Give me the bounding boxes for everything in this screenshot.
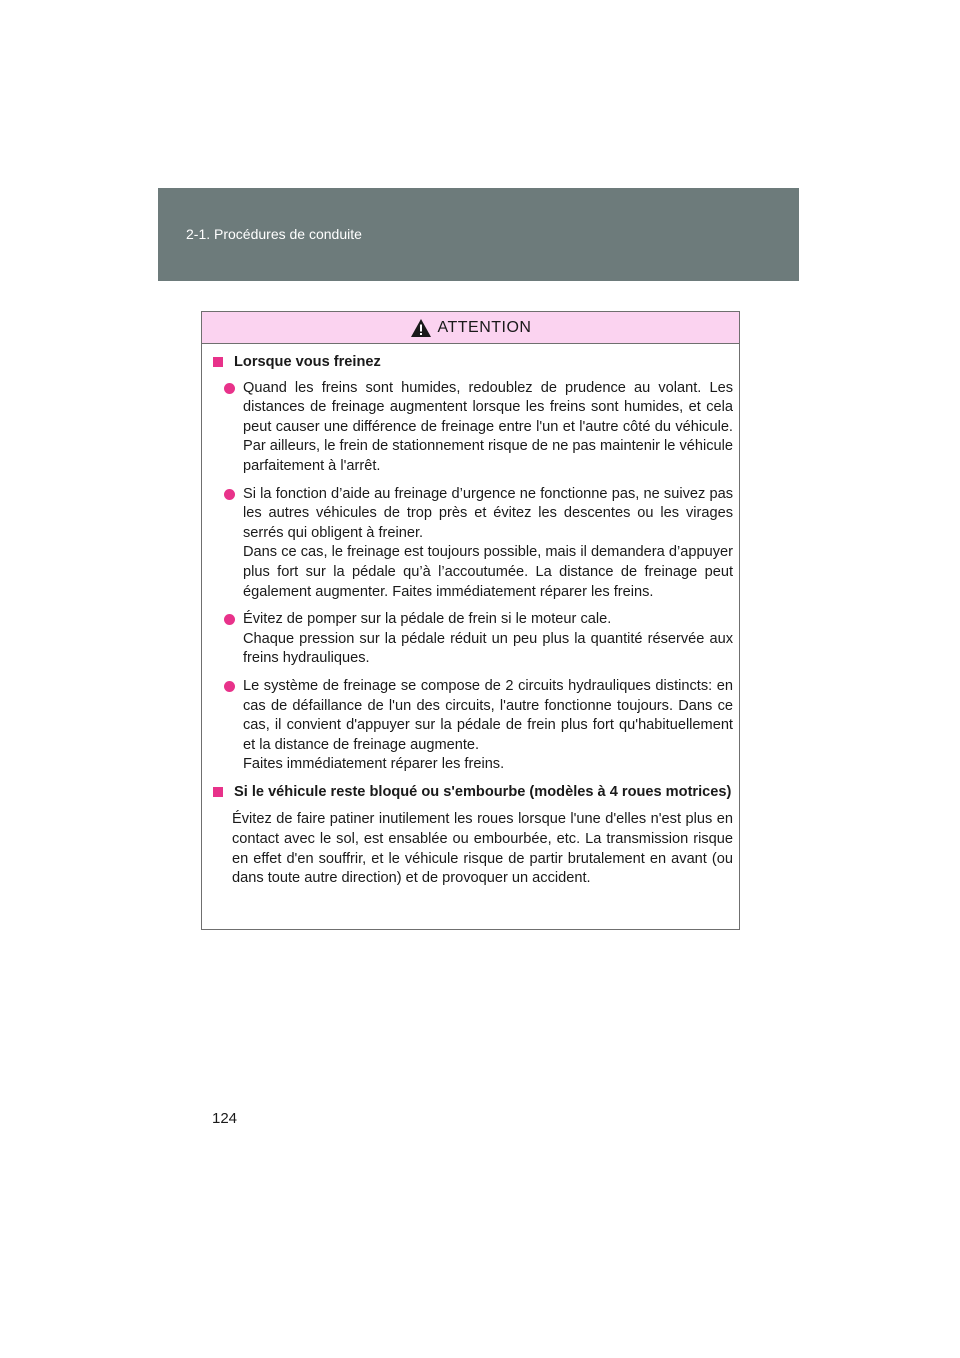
warning-triangle-icon bbox=[410, 318, 432, 338]
round-bullet-icon bbox=[224, 614, 235, 625]
topic-heading bbox=[213, 783, 733, 803]
topic-heading-text: Si le véhicule reste bloqué ou s'embourbe (modèles à 4 roues motrices) bbox=[234, 783, 732, 800]
list-item bbox=[213, 677, 733, 775]
page-number: 124 bbox=[212, 1110, 238, 1127]
item-text: Évitez de pomper sur la pédale de frein si le moteur cale. bbox=[243, 611, 612, 628]
topic-heading-text: Lorsque vous freinez bbox=[234, 354, 381, 370]
item-text: Quand les freins sont humides, redoublez de prudence au volant. Les distances de freinage augmentent lorsque les freins sont humides, et cela peut causer une différence de freinage entre l'un et l'autre côté du véhicule. Par ailleurs, le frein de stationnement risque de ne pas maintenir le véhicule parfaitement à l'arrêt. bbox=[243, 379, 733, 474]
round-bullet-icon bbox=[224, 383, 235, 394]
square-bullet-icon bbox=[213, 787, 223, 797]
chapter-header bbox=[158, 188, 799, 281]
round-bullet-icon bbox=[224, 489, 235, 500]
section-title: 2-1. Procédures de conduite bbox=[186, 226, 362, 242]
item-text: Chaque pression sur la pédale réduit un peu plus la quantité réservée aux freins hydrauliques. bbox=[243, 630, 733, 667]
item-text: Faites immédiatement réparer les freins. bbox=[243, 756, 505, 773]
item-text: Le système de freinage se compose de 2 circuits hydrauliques distincts: en cas de défaillance de l'un des circuits, l'autre fonctionne toujours. Dans ce cas, il convient d'appuyer sur la pédale de frein plus fort qu'habituellement et la distance de freinage augmente. bbox=[243, 677, 733, 753]
topic-paragraph bbox=[213, 810, 733, 888]
item-text: Dans ce cas, le freinage est toujours possible, mais il demandera d’appuyer plus fort sur la pédale qu’à l’accoutumée. La distance de freinage peut également augmenter. Faites immédiatement réparer les freins. bbox=[243, 544, 733, 600]
topic-heading bbox=[213, 353, 733, 373]
warning-box bbox=[201, 311, 740, 930]
paragraph-text: Évitez de faire patiner inutilement les roues lorsque l'une d'elles n'est plus en contact avec le sol, est ensablée ou embourbée, etc. La transmission risque en effet d'en souffrir, et le véhicule risque de partir brutalement en avant (ou dans toute autre direction) et de provoquer un accident. bbox=[232, 811, 733, 887]
square-bullet-icon bbox=[213, 357, 223, 367]
list-item bbox=[213, 379, 733, 477]
round-bullet-icon bbox=[224, 681, 235, 692]
warning-title: ATTENTION bbox=[437, 318, 532, 336]
warning-header bbox=[202, 312, 739, 344]
warning-body bbox=[202, 344, 739, 889]
list-item bbox=[213, 610, 733, 669]
list-item bbox=[213, 485, 733, 603]
item-text: Si la fonction d’aide au freinage d’urgence ne fonctionne pas, ne suivez pas les autres véhicules de trop près et évitez les descentes ou les virages serrés qui obligent à freiner. bbox=[243, 485, 733, 541]
